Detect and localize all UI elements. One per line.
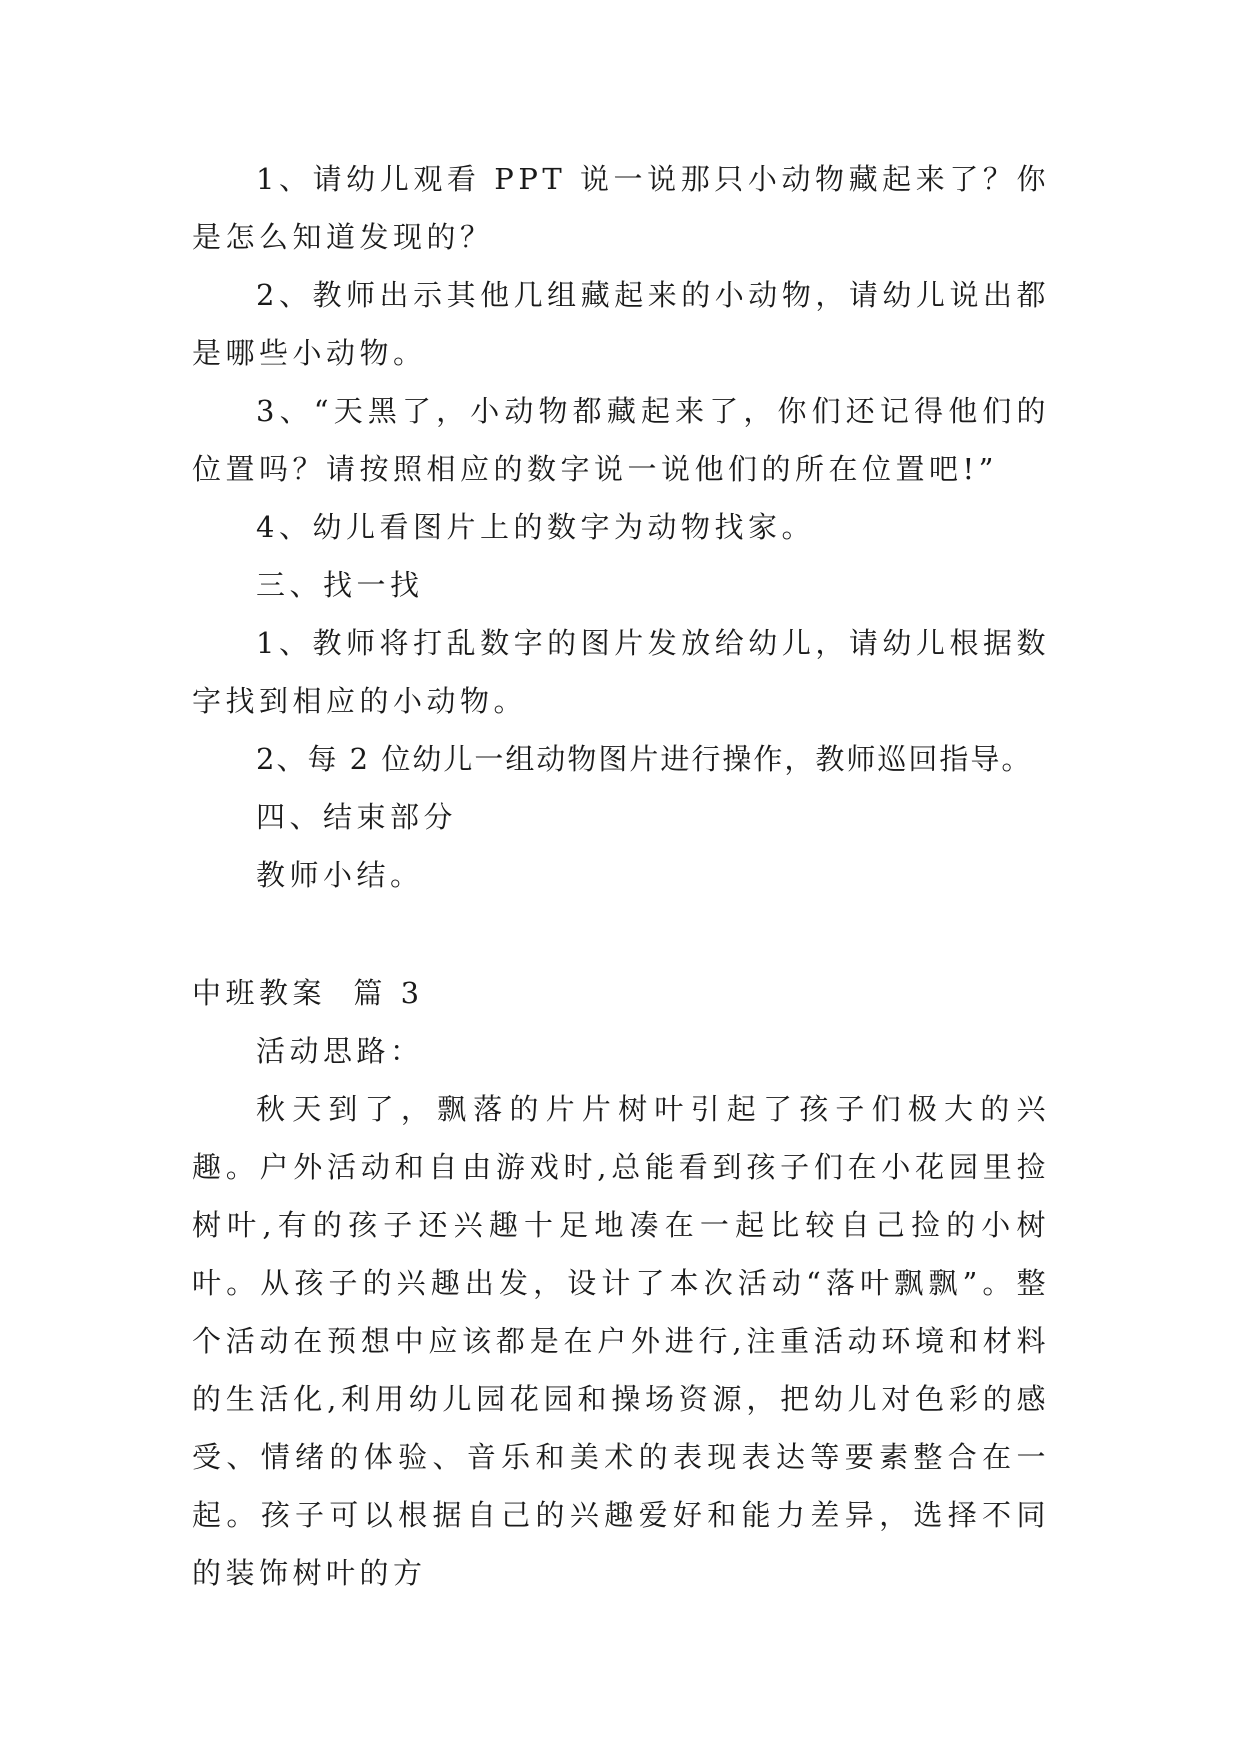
section-heading: 四、结束部分: [256, 800, 458, 834]
activity-idea-heading: 活动思路：: [256, 1034, 424, 1068]
section-heading: 三、找一找: [256, 568, 424, 602]
step-paragraph: 2、每 2 位幼儿一组动物图片进行操作，教师巡回指导。: [256, 742, 1033, 776]
summary-paragraph: 教师小结。: [256, 858, 424, 892]
step-paragraph: 4、幼儿看图片上的数字为动物找家。: [256, 510, 815, 544]
lesson-plan-heading: 中班教案 篇 3: [192, 976, 424, 1010]
step-paragraph: 3、“天黑了，小动物都藏起来了，你们还记得他们的位置吗？请按照相应的数字说一说他们的所在位置吧!”: [192, 394, 1050, 486]
lesson-steps-section: [192, 150, 1050, 904]
lesson-plan-3-section: [192, 964, 1050, 1602]
step-paragraph: 1、教师将打乱数字的图片发放给幼儿，请幼儿根据数字找到相应的小动物。: [192, 626, 1050, 718]
activity-idea-body: 秋天到了，飘落的片片树叶引起了孩子们极大的兴趣。户外活动和自由游戏时,总能看到孩子们在小花园里捡树叶,有的孩子还兴趣十足地凑在一起比较自己捡的小树叶。从孩子的兴趣出发，设计了本次活动“落叶飘飘”。整个活动在预想中应该都是在户外进行,注重活动环境和材料的生活化,利用幼儿园花园和操场资源，把幼儿对色彩的感受、情绪的体验、音乐和美术的表现表达等要素整合在一起。孩子可以根据自己的兴趣爱好和能力差异，选择不同的装饰树叶的方: [192, 1092, 1050, 1590]
step-paragraph: 1、请幼儿观看 PPT 说一说那只小动物藏起来了？你是怎么知道发现的？: [192, 162, 1050, 254]
step-paragraph: 2、教师出示其他几组藏起来的小动物，请幼儿说出都是哪些小动物。: [192, 278, 1050, 370]
